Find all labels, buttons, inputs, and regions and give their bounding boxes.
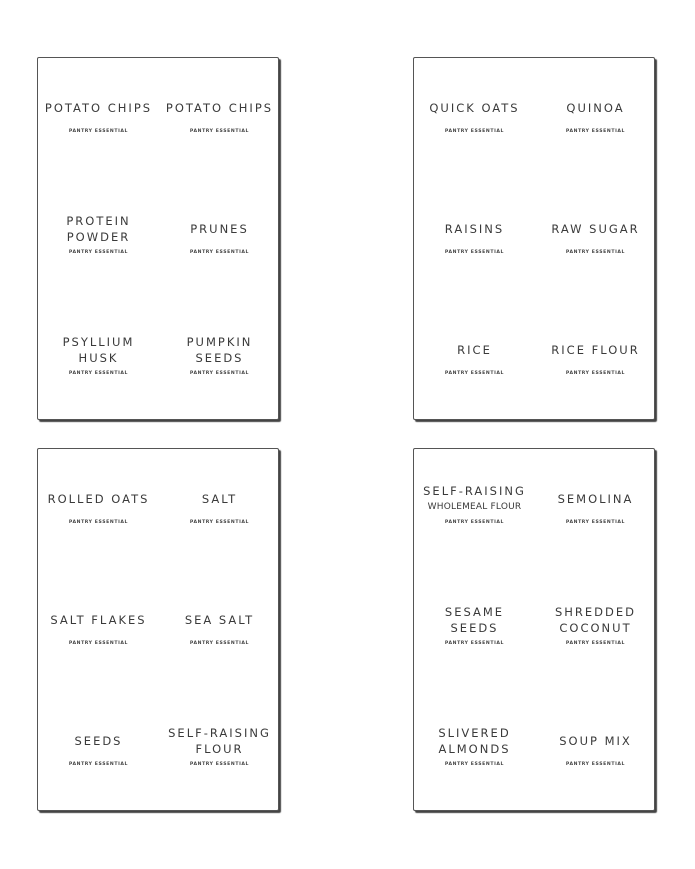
pantry-label <box>535 691 656 812</box>
label-name: SEMOLINA <box>557 492 634 506</box>
label-name-line1: SELF-RAISING <box>423 484 526 498</box>
pantry-label <box>159 691 280 812</box>
label-name: PUMPKIN SEEDS <box>186 335 253 365</box>
pantry-label <box>535 179 656 300</box>
label-subtitle: PANTRY ESSENTIAL <box>189 250 250 255</box>
label-name: POTATO CHIPS <box>165 101 274 115</box>
pantry-label <box>38 691 159 812</box>
pantry-label <box>159 300 280 421</box>
pantry-label <box>414 300 535 421</box>
pantry-label <box>159 58 280 179</box>
pantry-label <box>535 58 656 179</box>
pantry-label <box>159 570 280 691</box>
pantry-label <box>535 570 656 691</box>
label-subtitle: PANTRY ESSENTIAL <box>68 371 129 376</box>
label-subtitle: PANTRY ESSENTIAL <box>189 129 250 134</box>
label-name: PSYLLIUM HUSK <box>62 335 135 365</box>
label-subtitle: PANTRY ESSENTIAL <box>444 641 505 646</box>
label-name: RICE <box>457 343 492 357</box>
pantry-label <box>414 179 535 300</box>
label-name-line2: WHOLEMEAL FLOUR <box>427 502 522 512</box>
pantry-label <box>414 570 535 691</box>
label-subtitle: PANTRY ESSENTIAL <box>565 641 626 646</box>
label-name <box>410 483 540 515</box>
label-subtitle: PANTRY ESSENTIAL <box>68 129 129 134</box>
label-subtitle: PANTRY ESSENTIAL <box>444 762 505 767</box>
label-subtitle: PANTRY ESSENTIAL <box>68 520 129 525</box>
label-name: PROTEIN POWDER <box>66 214 131 244</box>
label-name: SESAME SEEDS <box>444 605 505 635</box>
label-name: QUINOA <box>566 101 625 115</box>
label-subtitle: PANTRY ESSENTIAL <box>444 129 505 134</box>
label-name: SOUP MIX <box>559 734 632 748</box>
pantry-label <box>414 449 535 570</box>
label-subtitle: PANTRY ESSENTIAL <box>189 762 250 767</box>
label-name: SEEDS <box>74 734 123 748</box>
pantry-label <box>414 58 535 179</box>
label-subtitle: PANTRY ESSENTIAL <box>68 641 129 646</box>
label-subtitle: PANTRY ESSENTIAL <box>189 641 250 646</box>
label-subtitle: PANTRY ESSENTIAL <box>565 762 626 767</box>
pantry-label <box>159 179 280 300</box>
label-subtitle: PANTRY ESSENTIAL <box>565 129 626 134</box>
label-name: SELF-RAISING FLOUR <box>168 726 271 756</box>
label-subtitle: PANTRY ESSENTIAL <box>189 371 250 376</box>
label-subtitle: PANTRY ESSENTIAL <box>68 250 129 255</box>
label-subtitle: PANTRY ESSENTIAL <box>444 520 505 525</box>
label-name: QUICK OATS <box>429 101 520 115</box>
label-subtitle: PANTRY ESSENTIAL <box>444 250 505 255</box>
pantry-label <box>535 449 656 570</box>
pantry-label <box>414 691 535 812</box>
pantry-label <box>38 179 159 300</box>
label-name: ROLLED OATS <box>47 492 150 506</box>
pantry-label <box>535 300 656 421</box>
label-sheet-4 <box>413 448 655 811</box>
label-name: RAW SUGAR <box>551 222 640 236</box>
label-subtitle: PANTRY ESSENTIAL <box>565 371 626 376</box>
label-name: SALT <box>201 492 238 506</box>
label-name: SHREDDED COCONUT <box>554 605 637 635</box>
label-name: RAISINS <box>444 222 505 236</box>
label-name: SLIVERED ALMONDS <box>438 726 511 756</box>
pantry-label <box>38 300 159 421</box>
label-subtitle: PANTRY ESSENTIAL <box>189 520 250 525</box>
label-subtitle: PANTRY ESSENTIAL <box>444 371 505 376</box>
label-sheet-2 <box>413 57 655 420</box>
label-subtitle: PANTRY ESSENTIAL <box>565 250 626 255</box>
label-subtitle: PANTRY ESSENTIAL <box>68 762 129 767</box>
pantry-label <box>159 449 280 570</box>
label-name: SALT FLAKES <box>50 613 147 627</box>
label-sheet-3 <box>37 448 279 811</box>
label-name: RICE FLOUR <box>551 343 640 357</box>
pantry-label <box>38 58 159 179</box>
label-subtitle: PANTRY ESSENTIAL <box>565 520 626 525</box>
label-name: PRUNES <box>190 222 249 236</box>
label-sheet-1 <box>37 57 279 420</box>
pantry-label <box>38 449 159 570</box>
label-name: POTATO CHIPS <box>44 101 153 115</box>
label-name: SEA SALT <box>184 613 255 627</box>
pantry-label <box>38 570 159 691</box>
